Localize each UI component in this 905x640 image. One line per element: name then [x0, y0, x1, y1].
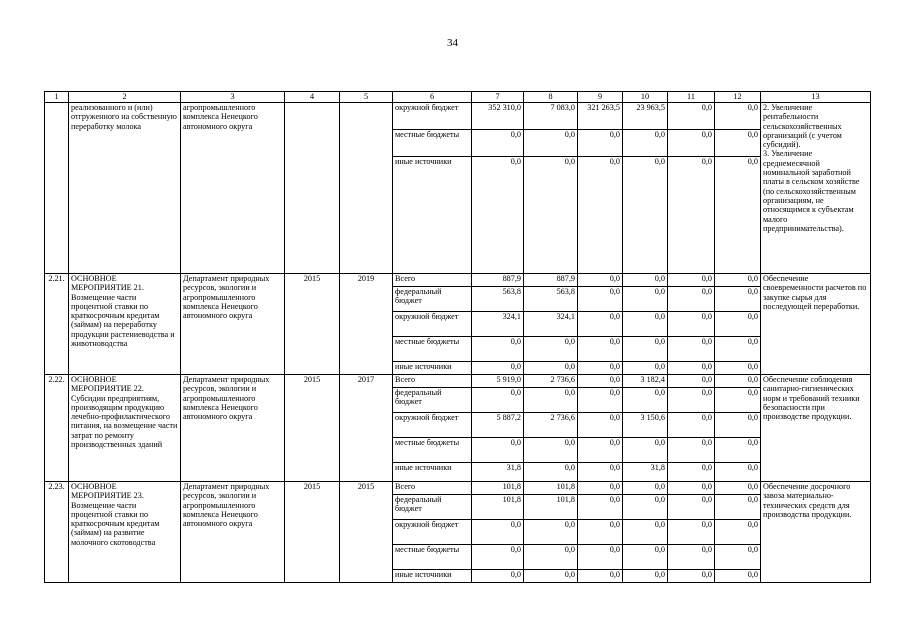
funding-value: 0,0	[623, 312, 668, 337]
table-row	[45, 482, 871, 495]
funding-value: 2 736,6	[524, 375, 578, 388]
funding-value: 0,0	[524, 157, 578, 274]
funding-value: 0,0	[623, 482, 668, 495]
funding-value: 0,0	[623, 337, 668, 362]
funding-value: 0,0	[668, 103, 715, 130]
funding-value: 0,0	[715, 388, 761, 413]
funding-value: 0,0	[668, 388, 715, 413]
program-table	[44, 91, 871, 583]
funding-value: 0,0	[715, 287, 761, 312]
funding-value: 0,0	[578, 274, 623, 287]
end-year: 2017	[340, 375, 393, 482]
funding-value: 0,0	[715, 375, 761, 388]
funding-value: 0,0	[578, 337, 623, 362]
funding-value: 0,0	[668, 287, 715, 312]
header-row	[45, 92, 871, 103]
funding-value: 0,0	[623, 130, 668, 157]
funding-source: окружной бюджет	[393, 413, 472, 438]
funding-source: местные бюджеты	[393, 545, 472, 570]
funding-value: 0,0	[715, 312, 761, 337]
funding-value: 0,0	[472, 362, 524, 375]
expected-result: Обеспечение досрочного завоза материально-технических средств для производства продукции.	[761, 482, 871, 583]
expected-result: 2. Увеличение рентабельности сельскохозяйственных организаций (с учетом субсидий). 3. Увеличение среднемесячной номинальной заработной платы в сельском хозяйстве (по сельскохозяйственным организациям, не относящимся к субъектам малого предпринимательства).	[761, 103, 871, 274]
funding-value: 321 263,5	[578, 103, 623, 130]
funding-value: 0,0	[578, 545, 623, 570]
column-number: 5	[340, 92, 393, 103]
funding-source: иные источники	[393, 463, 472, 482]
funding-value: 0,0	[578, 495, 623, 520]
funding-value: 5 887,2	[472, 413, 524, 438]
funding-value: 0,0	[715, 130, 761, 157]
funding-value: 0,0	[623, 274, 668, 287]
funding-value: 0,0	[668, 482, 715, 495]
funding-value: 0,0	[578, 570, 623, 583]
funding-source: местные бюджеты	[393, 438, 472, 463]
funding-value: 0,0	[668, 438, 715, 463]
row-code	[45, 103, 69, 274]
funding-value: 0,0	[715, 337, 761, 362]
funding-value: 0,0	[472, 570, 524, 583]
executor: Департамент природных ресурсов, экологии и агропромышленного комплекса Ненецкого автономного округа	[181, 375, 285, 482]
funding-value: 0,0	[578, 463, 623, 482]
table-row	[45, 375, 871, 388]
funding-value: 324,1	[524, 312, 578, 337]
funding-source: местные бюджеты	[393, 130, 472, 157]
funding-value: 0,0	[472, 545, 524, 570]
executor: Департамент природных ресурсов, экологии и агропромышленного комплекса Ненецкого автономного округа	[181, 274, 285, 375]
column-number: 1	[45, 92, 69, 103]
funding-value: 0,0	[578, 438, 623, 463]
funding-value: 0,0	[524, 362, 578, 375]
column-number: 8	[524, 92, 578, 103]
funding-value: 7 083,0	[524, 103, 578, 130]
page-number: 34	[447, 37, 458, 49]
funding-value: 0,0	[623, 438, 668, 463]
column-number: 12	[715, 92, 761, 103]
table-row	[45, 103, 871, 130]
funding-value: 0,0	[623, 520, 668, 545]
funding-source: Всего	[393, 375, 472, 388]
funding-value: 887,9	[472, 274, 524, 287]
column-number: 7	[472, 92, 524, 103]
funding-value: 0,0	[578, 287, 623, 312]
funding-value: 3 182,4	[623, 375, 668, 388]
funding-value: 0,0	[524, 570, 578, 583]
column-number: 4	[285, 92, 340, 103]
start-year: 2015	[285, 482, 340, 583]
table-body	[45, 92, 871, 583]
column-number: 13	[761, 92, 871, 103]
funding-source: Всего	[393, 274, 472, 287]
funding-value: 0,0	[715, 413, 761, 438]
funding-value: 0,0	[668, 570, 715, 583]
funding-value: 0,0	[715, 438, 761, 463]
column-number: 2	[69, 92, 181, 103]
funding-source: федеральный бюджет	[393, 495, 472, 520]
funding-value: 563,8	[524, 287, 578, 312]
funding-value: 3 150,6	[623, 413, 668, 438]
measure-name: реализованного и (или) отгруженного на собственную переработку молока	[69, 103, 181, 274]
funding-value: 31,8	[623, 463, 668, 482]
funding-source: федеральный бюджет	[393, 287, 472, 312]
end-year	[340, 103, 393, 274]
funding-value: 324,1	[472, 312, 524, 337]
funding-value: 101,8	[472, 495, 524, 520]
funding-source: местные бюджеты	[393, 337, 472, 362]
funding-value: 0,0	[623, 287, 668, 312]
measure-name: ОСНОВНОЕ МЕРОПРИЯТИЕ 21. Возмещение части процентной ставки по краткосрочным кредитам (займам) на переработку продукции растениеводства и животноводства	[69, 274, 181, 375]
funding-value: 887,9	[524, 274, 578, 287]
funding-value: 0,0	[472, 337, 524, 362]
funding-value: 101,8	[524, 495, 578, 520]
measure-name: ОСНОВНОЕ МЕРОПРИЯТИЕ 23. Возмещение части процентной ставки по краткосрочным кредитам (займам) на развитие молочного скотоводства	[69, 482, 181, 583]
funding-value: 0,0	[472, 520, 524, 545]
funding-value: 0,0	[715, 545, 761, 570]
funding-value: 0,0	[472, 157, 524, 274]
start-year: 2015	[285, 375, 340, 482]
funding-value: 0,0	[524, 520, 578, 545]
funding-value: 0,0	[668, 337, 715, 362]
funding-value: 0,0	[715, 570, 761, 583]
end-year: 2015	[340, 482, 393, 583]
funding-value: 0,0	[668, 362, 715, 375]
funding-source: окружной бюджет	[393, 312, 472, 337]
column-number: 6	[393, 92, 472, 103]
funding-value: 0,0	[623, 388, 668, 413]
funding-value: 0,0	[715, 482, 761, 495]
row-code: 2.23.	[45, 482, 69, 583]
funding-value: 0,0	[668, 375, 715, 388]
funding-source: окружной бюджет	[393, 103, 472, 130]
funding-value: 0,0	[578, 362, 623, 375]
end-year: 2019	[340, 274, 393, 375]
funding-value: 0,0	[524, 463, 578, 482]
funding-value: 563,8	[472, 287, 524, 312]
funding-value: 0,0	[668, 157, 715, 274]
row-code: 2.22.	[45, 375, 69, 482]
expected-result: Обеспечение своевременности расчетов по закупке сырья для последующей переработки.	[761, 274, 871, 375]
funding-source: иные источники	[393, 570, 472, 583]
expected-result: Обеспечение соблюдения санитарно-гигиенических норм и требований техники безопасности при производстве продукции.	[761, 375, 871, 482]
funding-value: 0,0	[668, 274, 715, 287]
funding-value: 0,0	[623, 570, 668, 583]
funding-value: 0,0	[668, 463, 715, 482]
funding-source: окружной бюджет	[393, 520, 472, 545]
funding-value: 0,0	[524, 388, 578, 413]
funding-value: 0,0	[472, 388, 524, 413]
funding-source: иные источники	[393, 157, 472, 274]
funding-value: 101,8	[524, 482, 578, 495]
row-code: 2.21.	[45, 274, 69, 375]
funding-value: 0,0	[578, 520, 623, 545]
funding-value: 0,0	[668, 495, 715, 520]
funding-value: 101,8	[472, 482, 524, 495]
funding-value: 0,0	[524, 130, 578, 157]
column-number: 10	[623, 92, 668, 103]
funding-value: 0,0	[623, 362, 668, 375]
funding-source: Всего	[393, 482, 472, 495]
funding-value: 0,0	[623, 495, 668, 520]
executor: Департамент природных ресурсов, экологии и агропромышленного комплекса Ненецкого автономного округа	[181, 482, 285, 583]
funding-value: 0,0	[715, 463, 761, 482]
funding-value: 0,0	[524, 545, 578, 570]
funding-value: 0,0	[715, 520, 761, 545]
funding-value: 0,0	[578, 157, 623, 274]
measure-name: ОСНОВНОЕ МЕРОПРИЯТИЕ 22. Субсидии предприятиям, производящим продукцию лечебно-профилактического питания, на возмещение части затрат по ремонту производственных зданий	[69, 375, 181, 482]
funding-value: 0,0	[472, 130, 524, 157]
funding-value: 5 919,0	[472, 375, 524, 388]
funding-value: 0,0	[578, 482, 623, 495]
funding-value: 2 736,6	[524, 413, 578, 438]
funding-value: 23 963,5	[623, 103, 668, 130]
funding-value: 0,0	[668, 413, 715, 438]
funding-value: 0,0	[472, 438, 524, 463]
start-year	[285, 103, 340, 274]
funding-value: 0,0	[578, 375, 623, 388]
table-row	[45, 274, 871, 287]
funding-value: 0,0	[623, 545, 668, 570]
column-number: 11	[668, 92, 715, 103]
executor: агропромышленного комплекса Ненецкого автономного округа	[181, 103, 285, 274]
funding-value: 0,0	[668, 312, 715, 337]
funding-value: 0,0	[715, 103, 761, 130]
funding-value: 0,0	[668, 130, 715, 157]
funding-value: 0,0	[715, 157, 761, 274]
funding-value: 0,0	[668, 520, 715, 545]
funding-value: 0,0	[715, 495, 761, 520]
funding-value: 0,0	[715, 274, 761, 287]
funding-value: 352 310,0	[472, 103, 524, 130]
funding-value: 0,0	[524, 438, 578, 463]
funding-source: федеральный бюджет	[393, 388, 472, 413]
funding-value: 0,0	[578, 130, 623, 157]
funding-value: 0,0	[524, 337, 578, 362]
funding-value: 0,0	[578, 413, 623, 438]
funding-value: 0,0	[668, 545, 715, 570]
funding-value: 0,0	[623, 157, 668, 274]
column-number: 3	[181, 92, 285, 103]
funding-value: 0,0	[578, 312, 623, 337]
column-number: 9	[578, 92, 623, 103]
funding-source: иные источники	[393, 362, 472, 375]
funding-value: 0,0	[578, 388, 623, 413]
funding-value: 0,0	[715, 362, 761, 375]
start-year: 2015	[285, 274, 340, 375]
funding-value: 31,8	[472, 463, 524, 482]
